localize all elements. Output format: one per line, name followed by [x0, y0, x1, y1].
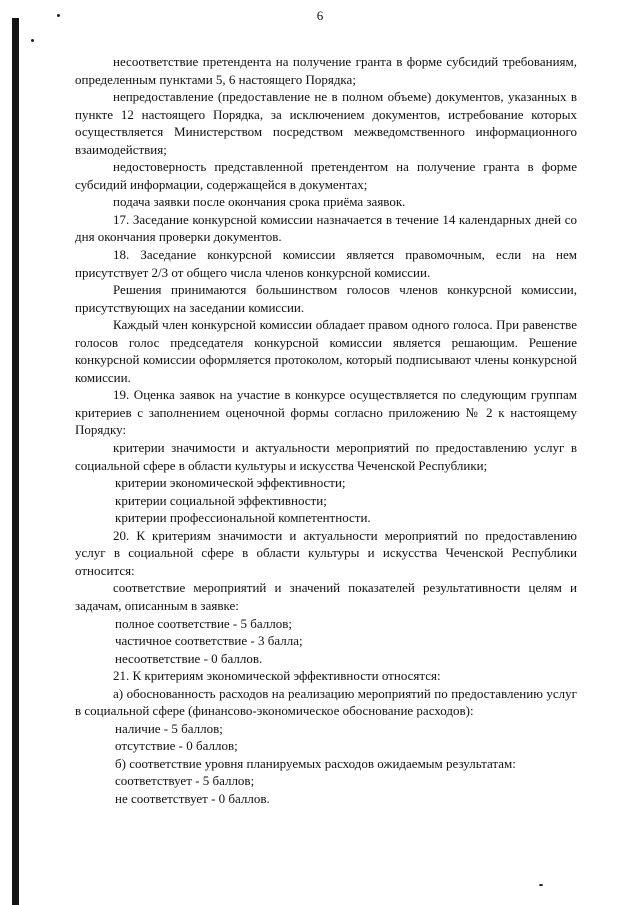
paragraph: 18. Заседание конкурсной комиссии является правомочным, если на нем присутствует 2/3 от общего числа членов конкурсной комиссии.: [75, 247, 577, 280]
paragraph: 20. К критериям значимости и актуальности мероприятий по предоставлению услуг в социальной сфере в области культуры и искусства Чеченской Республики относится:: [75, 527, 577, 578]
list-item: соответствует - 5 баллов;: [115, 773, 255, 789]
list-item: частичное соответствие - 3 балла;: [115, 633, 303, 649]
scan-edge-shadow: [12, 18, 19, 905]
list-item: наличие - 5 баллов;: [115, 720, 223, 736]
list-item: критерии социальной эффективности;: [115, 492, 327, 508]
paragraph: непредоставление (предоставление не в полном объеме) документов, указанных в пункте 12 настоящего Порядка, за исключением документов, истребование которых осуществляется Министерством посредством межведомственного информационного взаимодействия;: [75, 89, 577, 157]
paragraph: подача заявки после окончания срока приёма заявок.: [113, 194, 406, 210]
list-item: критерии профессиональной компетентности.: [115, 510, 371, 526]
page-number: 6: [316, 8, 324, 23]
paragraph: 17. Заседание конкурсной комиссии назначается в течение 14 календарных дней со дня окончания проверки документов.: [75, 211, 577, 245]
list-item: отсутствие - 0 баллов;: [115, 738, 238, 754]
list-item: несоответствие - 0 баллов.: [115, 650, 263, 666]
paragraph: критерии значимости и актуальности мероприятий по предоставлению услуг в социальной сфере в области культуры и искусства Чеченской Республики;: [75, 440, 577, 473]
list-item: критерии экономической эффективности;: [115, 475, 346, 491]
document-body: [75, 53, 577, 808]
list-item: не соответствует - 0 баллов.: [115, 790, 270, 806]
paragraph: Решения принимаются большинством голосов членов конкурсной комиссии, присутствующих на заседании комиссии.: [75, 282, 577, 315]
paragraph: Каждый член конкурсной комиссии обладает правом одного голоса. При равенстве голосов голос председателя конкурсной комиссии является решающим. Решение конкурсной комиссии оформляется протоколом, который подписывают члены конкурсной комиссии.: [75, 317, 577, 385]
paragraph: а) обоснованность расходов на реализацию мероприятий по предоставлению услуг в социальной сфере (финансово-экономическое обоснование расходов):: [75, 685, 577, 719]
paragraph: 19. Оценка заявок на участие в конкурсе осуществляется по следующим группам критериев с заполнением оценочной формы согласно приложению № 2 к настоящему Порядку:: [75, 387, 577, 438]
list-item: б) соответствие уровня планируемых расходов ожидаемым результатам:: [115, 755, 516, 771]
paragraph: соответствие мероприятий и значений показателей результативности целям и задачам, описанным в заявке:: [75, 580, 577, 613]
list-item: полное соответствие - 5 баллов;: [115, 615, 292, 631]
scan-speck: [539, 884, 543, 886]
scan-speck: [31, 39, 34, 42]
paragraph: несоответствие претендента на получение гранта в форме субсидий требованиям, определенным пунктами 5, 6 настоящего Порядка;: [75, 54, 577, 87]
paragraph: 21. К критериям экономической эффективности относятся:: [113, 668, 441, 684]
paragraph: недостоверность представленной претендентом на получение гранта в форме субсидий информации, содержащейся в документах;: [75, 159, 577, 192]
